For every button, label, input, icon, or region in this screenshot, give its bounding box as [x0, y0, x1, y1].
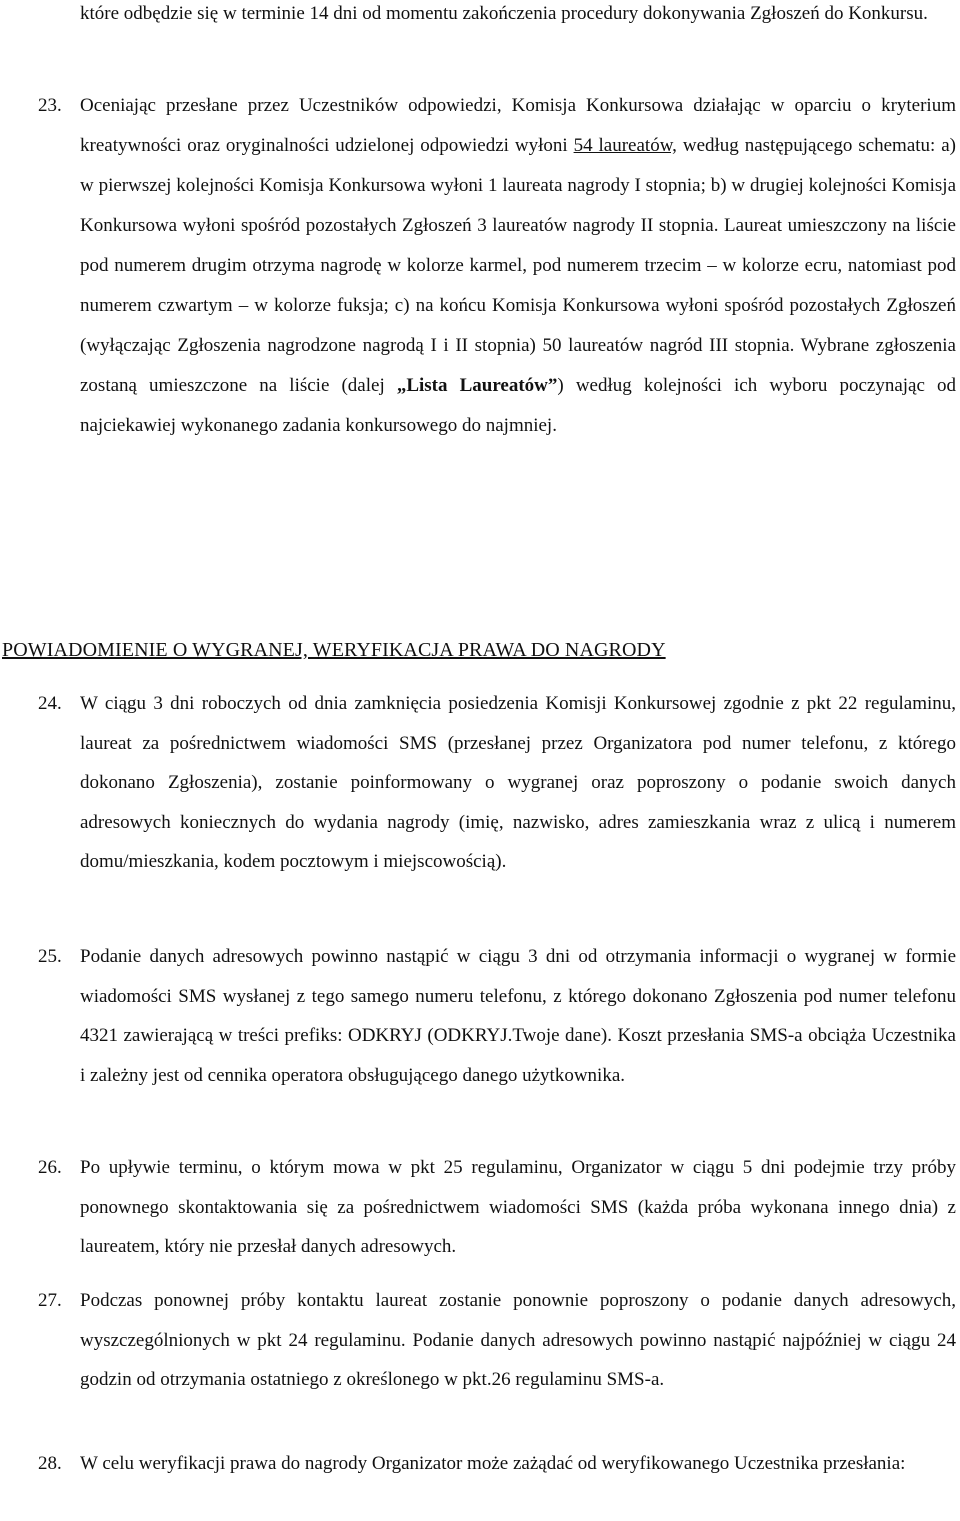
paragraph-text: Oceniając przesłane przez Uczestników odpowiedzi, Komisja Konkursowa działając w oparciu o kryterium kreatywności oraz oryginalności udzielonej odpowiedzi wyłoni	[80, 95, 956, 156]
paragraph-text: ) według kolejności ich wyboru poczynając od najciekawiej wykonanego zadania konkursowego do najmniej.	[80, 375, 957, 436]
paragraph-22-continuation	[80, 0, 956, 34]
paragraph-28	[80, 1444, 956, 1484]
paragraph-number-25: 25.	[38, 946, 62, 967]
paragraph-text: W celu weryfikacji prawa do nagrody Organizator może zażądać od weryfikowanego Uczestnika przesłania:	[80, 1453, 906, 1474]
paragraph-number-28: 28.	[38, 1453, 62, 1474]
paragraph-text: które odbędzie się w terminie 14 dni od momentu zakończenia procedury dokonywania Zgłoszeń do Konkursu.	[80, 3, 928, 24]
bold-list-name: „Lista Laureatów”	[396, 375, 558, 396]
paragraph-text: W ciągu 3 dni roboczych od dnia zamknięcia posiedzenia Komisji Konkursowej zgodnie z pkt 22 regulaminu, laureat za pośrednictwem wiadomości SMS (przesłanej przez Organizatora pod numer telefonu, z którego dokonano Zgłoszenia), zostanie poinformowany o wygranej oraz poproszony o podanie swoich danych adresowych koniecznych do wydania nagrody (imię, nazwisko, adres zamieszkania wraz z ulicą i numerem domu/mieszkania, kodem pocztowym i miejscowością).	[80, 693, 956, 872]
paragraph-text: Po upływie terminu, o którym mowa w pkt 25 regulaminu, Organizator w ciągu 5 dni podejmie trzy próby ponownego skontaktowania się za pośrednictwem wiadomości SMS (każda próba wykonana innego dnia) z laureatem, który nie przesłał danych adresowych.	[80, 1157, 956, 1257]
paragraph-number-26: 26.	[38, 1157, 62, 1178]
paragraph-27	[80, 1281, 956, 1400]
paragraph-24	[80, 684, 956, 882]
paragraph-text: według następującego schematu: a) w pierwszej kolejności Komisja Konkursowa wyłoni 1 laureata nagrody I stopnia; b) w drugiej kolejności Komisja Konkursowa wyłoni spośród pozostałych Zgłoszeń 3 laureatów nagrody II stopnia. Laureat umieszczony na liście pod numerem drugim otrzyma nagrodę w kolorze karmel, pod numerem trzecim – w kolorze ecru, natomiast pod numerem czwartym – w kolorze fuksja; c) na końcu Komisja Konkursowa wyłoni spośród pozostałych Zgłoszeń (wyłączając Zgłoszenia nagrodzone nagrodą I i II stopnia) 50 laureatów nagród III stopnia. Wybrane zgłoszenia zostaną umieszczone na liście (dalej	[80, 135, 957, 396]
paragraph-text: Podczas ponownej próby kontaktu laureat zostanie ponownie poproszony o podanie danych adresowych, wyszczególnionych w pkt 24 regulaminu. Podanie danych adresowych powinno nastąpić najpóźniej w ciągu 24 godzin od otrzymania ostatniego z określonego w pkt.26 regulaminu SMS-a.	[80, 1290, 956, 1390]
underlined-laureate-count: 54 laureatów,	[573, 135, 677, 156]
paragraph-text: Podanie danych adresowych powinno nastąpić w ciągu 3 dni od otrzymania informacji o wygranej w formie wiadomości SMS wysłanej z tego samego numeru telefonu, z którego dokonano Zgłoszenia pod numer telefonu 4321 zawierającą w treści prefiks: ODKRYJ (ODKRYJ.Twoje dane). Koszt przesłania SMS-a obciąża Uczestnika i zależny jest od cennika operatora obsługującego danego użytkownika.	[80, 946, 956, 1086]
paragraph-25	[80, 937, 956, 1095]
paragraph-number-27: 27.	[38, 1290, 62, 1311]
paragraph-26	[80, 1148, 956, 1267]
paragraph-number-23: 23.	[38, 95, 62, 116]
paragraph-23	[80, 86, 956, 446]
section-heading: POWIADOMIENIE O WYGRANEJ, WERYFIKACJA PRAWA DO NAGRODY	[2, 639, 666, 661]
paragraph-number-24: 24.	[38, 693, 62, 714]
